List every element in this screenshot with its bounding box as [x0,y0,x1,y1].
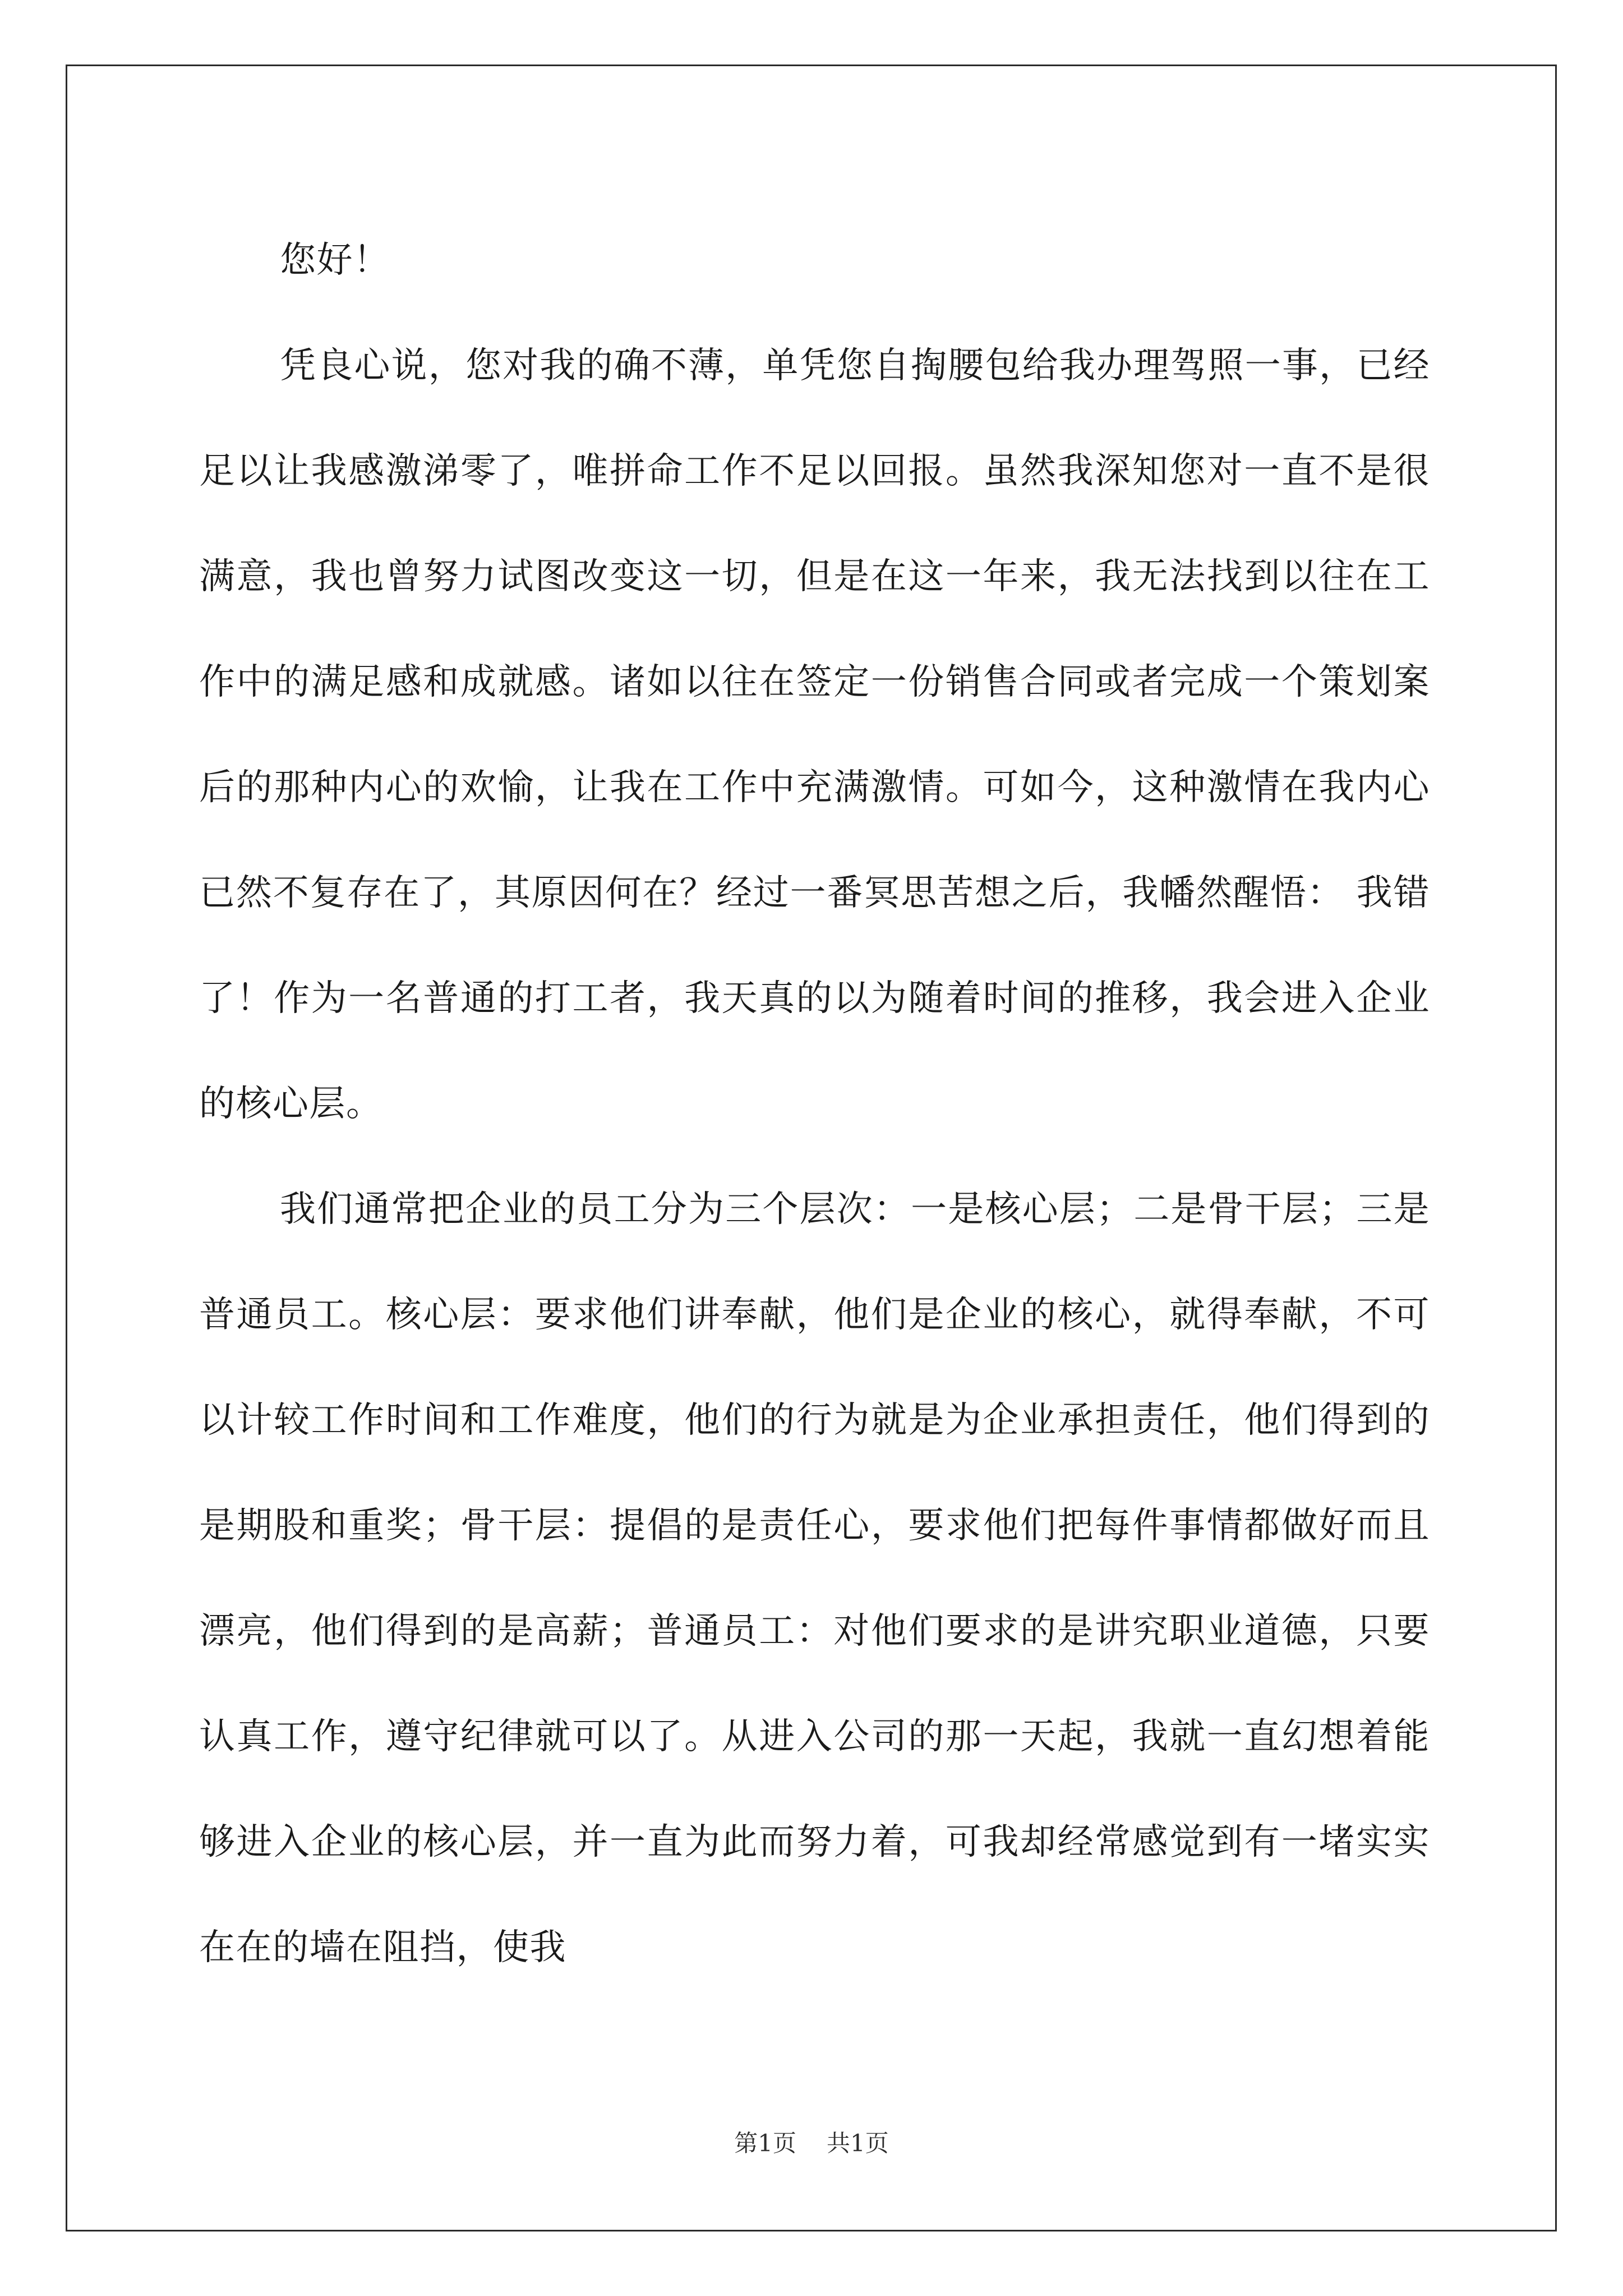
page-total: 共1页 [827,2129,889,2157]
paragraph-2: 我们通常把企业的员工分为三个层次：一是核心层；二是骨干层；三是普通员工。核心层：要求他们讲奉献，他们是企业的核心，就得奉献，不可以计较工作时间和工作难度，他们的行为就是为企业承担责任，他们得到的是期股和重奖；骨干层：提倡的是责任心，要求他们把每件事情都做好而且漂亮，他们得到的是高薪；普通员工：对他们要求的是讲究职业道德，只要认真工作，遵守纪律就可以了。从进入公司的那一天起，我就一直幻想着能够进入企业的核心层，并一直为此而努力着，可我却经常感觉到有一堵实实在在的墙在阻挡，使我 [199,1189,1430,1968]
salutation: 您好！ [280,240,390,281]
paragraph-1: 凭良心说，您对我的确不薄，单凭您自掏腰包给我办理驾照一事，已经足以让我感激涕零了，唯拼命工作不足以回报。虽然我深知您对一直不是很满意，我也曾努力试图改变这一切，但是在这一年来，我无法找到以往在工作中的满足感和成就感。诸如以往在签定一份销售合同或者完成一个策划案后的那种内心的欢愉，让我在工作中充满激情。可如今，这种激情在我内心已然不复存在了，其原因何在？经过一番冥思苦想之后，我幡然醒悟： 我错了！作为一名普通的打工者，我天真的以为随着时间的推移，我会进入企业的核心层。 [199,345,1430,1125]
page-footer [0,2125,1623,2159]
page-number: 第1页 [734,2129,796,2157]
letter-body [199,208,1430,2000]
